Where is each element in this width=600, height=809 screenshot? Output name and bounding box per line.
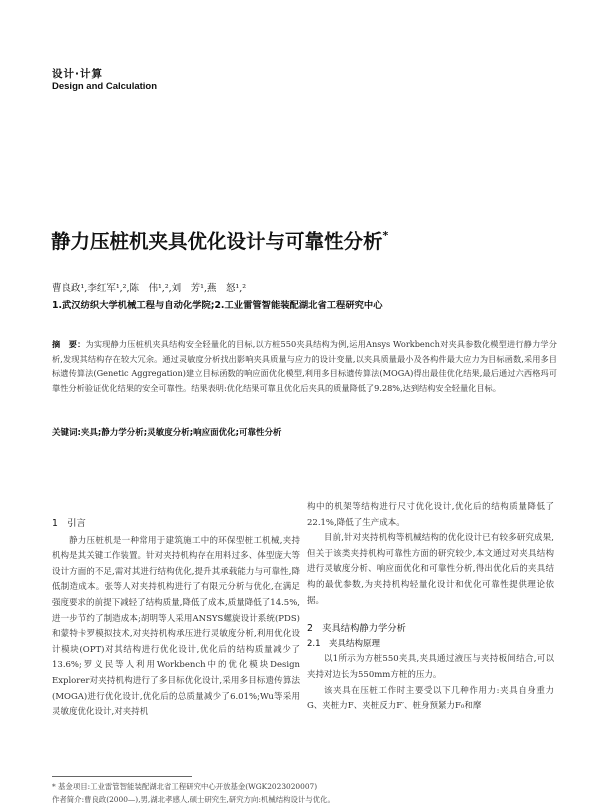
- affiliation: 1.武汉纺织大学机械工程与自动化学院;2.工业雷管智能装配湖北省工程研究中心: [52, 300, 383, 311]
- left-column: [52, 516, 300, 721]
- keywords-text: 夹具;静力学分析;灵敏度分析;响应面优化;可靠性分析: [80, 428, 282, 438]
- abstract: [52, 337, 557, 395]
- footnote-author-bio: 作者简介:曹良政(2000—),男,湖北孝感人,硕士研究生,研究方向:机械结构设计与优化。: [52, 794, 335, 804]
- keywords-label: 关键词:: [52, 428, 81, 438]
- footnote-funding: * 基金项目:工业雷管智能装配湖北省工程研究中心开放基金(WGK2023020007): [52, 782, 318, 791]
- footnote: [52, 781, 560, 806]
- paragraph-clamp-principle: 以1所示为方桩550夹具,夹具通过液压与夹持板间结合,可以夹持对边长为550mm方桩的压力。: [307, 654, 554, 680]
- author-list: 曹良政¹,李红军¹,²,陈 伟¹,²,刘 芳¹,燕 怒¹,²: [52, 283, 247, 294]
- title-footnote-marker: *: [382, 228, 389, 242]
- section-heading-intro: 1 引言: [52, 518, 86, 529]
- right-column: [307, 500, 554, 715]
- paper-title: [51, 226, 388, 254]
- section-heading-2: 2 夹具结构静力学分析: [307, 623, 406, 635]
- paragraph-current-research: 目前,针对夹持机构等机械结构的优化设计已有较多研究成果,但关于该类夹持机构可靠性方面的研究较少,本文通过对夹具结构进行灵敏度分析、响应面优化和可靠性分析,得出优化后的夹具结构的最优参数,为夹持机构轻量化设计和优化可靠性提供理论依据。: [307, 533, 554, 606]
- keywords: [52, 426, 282, 438]
- continued-paragraph: 构中的机架等结构进行尺寸优化设计,优化后的结构质量降低了22.1%,降低了生产成本。: [307, 502, 554, 528]
- paragraph-clamp-forces: 该夹具在压桩工作时主要受以下几种作用力:夹具自身重力G、夹桩力F、夹桩反力F′、桩身预紧力F₀和摩: [307, 685, 554, 712]
- abstract-text: 为实现静力压桩机夹具结构安全轻量化的目标,以方桩550夹具结构为例,运用Ansys Workbench对夹具参数化模型进行静力学分析,发现其结构存在较大冗余。通过灵敏度分析找出影响夹具质量与应力的设计变量,以夹具质量最小及各构件最大应力为目标函数,采用多目标遗传算法(Genetic Aggregation)建立目标函数的响应面优化模型,利用多目标遗传算法(MOGA)得出最佳优化结果,最后通过六西格玛可靠性分析验证优化结果的安全可靠性。结果表明:优化结果可靠且优化后夹具的质量降低了9.28%,达到结构安全轻量化目标。: [52, 339, 557, 393]
- paper-title-text: 静力压桩机夹具优化设计与可靠性分析: [51, 230, 383, 253]
- subsection-heading-2-1: 2.1 夹具结构原理: [307, 638, 381, 649]
- intro-paragraph: 静力压桩机是一种常用于建筑施工中的环保型桩工机械,夹持机构是其关键工作装置。针对夹持机构存在用料过多、体型庞大等设计方面的不足,需对其进行结构优化,提升其承载能力与可靠性,降低制造成本。张等人对夹持机构进行了有限元分析与优化,在满足强度要求的前提下减轻了结构质量,降低了成本,质量降低了14.5%,进一步节约了制造成本;胡明等人采用ANSYS螺旋设计系统(PDS)和蒙特卡罗模拟技术,对夹持机构承压进行灵敏度分析,利用优化设计模块(OPT)对其结构进行优化设计,优化后的结构质量减少了13.6%;罗义民等人利用Workbench中的优化模块Design Explorer对夹持机构进行了多目标优化设计,采用多目标遗传算法(MOGA)进行优化设计,优化后的总质量减少了6.01%;Wu等采用灵敏度优化设计,对夹持机: [52, 535, 300, 718]
- footnote-divider: [52, 776, 192, 777]
- section-label-en: Design and Calculation: [52, 81, 158, 92]
- section-label: 设计·计算: [52, 68, 103, 80]
- abstract-label: 摘 要：: [52, 339, 86, 349]
